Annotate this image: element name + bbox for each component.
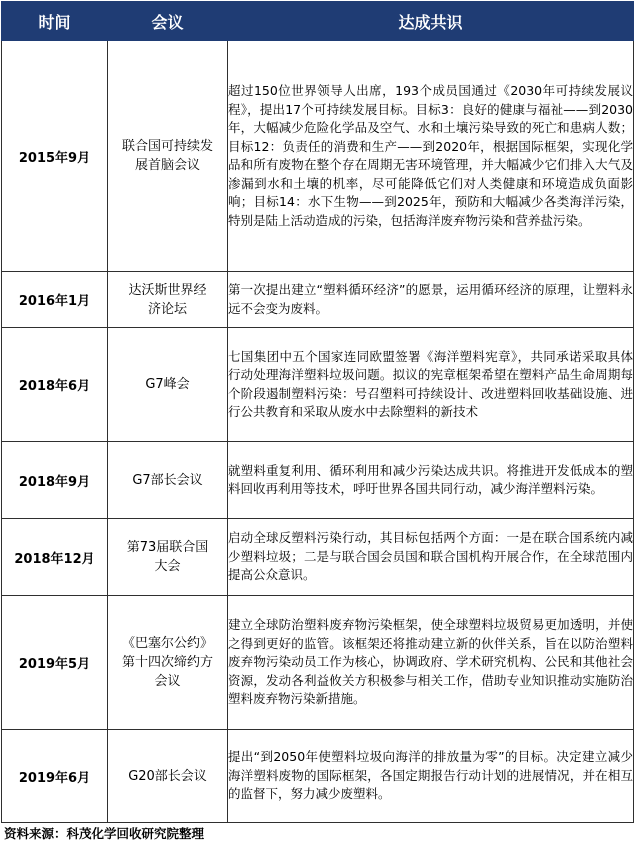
- row-meeting-text: G7峰会: [145, 377, 190, 392]
- row-content: 超过150位世界领导人出席，193个成员国通过《2030年可持续发展议程》，提出17个可持续发展目标。目标3：良好的健康与福祉——到2030年，大幅减少危险化学品及空气、水和土壤污染导致的死亡和患病人数；目标12：负责任的消费和生产——到2020年，根据国际框架，实现化学品和所有废物在整个存在周期无害环境管理，并大幅减少它们排入大气及渗漏到水和土壤的机率，尽可能降低它们对人类健康和环境造成负面影响；目标14：水下生物——到2025年，预防和大幅减少各类海洋污染，特别是陆上活动造成的污染，包括海洋废弃物污染和营养盐污染。: [228, 41, 634, 272]
- header-time: 时间: [2, 2, 108, 41]
- header-consensus: 达成共识: [228, 2, 634, 41]
- consensus-table: [1, 1, 634, 823]
- row-time: 2018年12月: [2, 519, 108, 596]
- row-meeting: [108, 442, 228, 519]
- table-row: [2, 730, 634, 823]
- row-content: 提出“到2050年使塑料垃圾向海洋的排放量为零”的目标。决定建立减少海洋塑料废物的国际框架，各国定期报告行动计划的进展情况，并在相互的监督下，努力减少废塑料。: [228, 730, 634, 823]
- row-content: 启动全球反塑料污染行动，其目标包括两个方面：一是在联合国系统内减少塑料垃圾；二是与联合国会员国和联合国机构开展合作，在全球范围内提高公众意识。: [228, 519, 634, 596]
- source-note: 资料来源：科茂化学回收研究院整理: [4, 826, 205, 841]
- row-meeting-text: 达沃斯世界经济论坛: [128, 282, 207, 317]
- table-header-row: [2, 2, 634, 41]
- header-meeting: 会议: [108, 2, 228, 41]
- table-row: [2, 442, 634, 519]
- row-time: 2018年6月: [2, 328, 108, 442]
- row-meeting: [108, 596, 228, 730]
- row-time: 2019年6月: [2, 730, 108, 823]
- table-row: [2, 272, 634, 328]
- row-meeting-text: G20部长会议: [128, 768, 207, 784]
- table-row: [2, 328, 634, 442]
- row-meeting-text: 《巴塞尔公约》第十四次缔约方会议: [121, 636, 213, 689]
- row-time: 2018年9月: [2, 442, 108, 519]
- row-meeting-text: 联合国可持续发展首脑会议: [121, 139, 213, 173]
- row-content: 就塑料重复利用、循环利用和减少污染达成共识。将推进开发低成本的塑料回收再利用等技术，呼吁世界各国共同行动，减少海洋塑料污染。: [228, 442, 634, 519]
- row-meeting-text: G7部长会议: [132, 472, 203, 488]
- table-row: [2, 41, 634, 272]
- row-meeting-text: 第73届联合国大会: [126, 540, 209, 574]
- row-meeting: [108, 328, 228, 442]
- row-content: 建立全球防治塑料废弃物污染框架，使全球塑料垃圾贸易更加透明，并使之得到更好的监管。该框架还将推动建立新的伙伴关系，旨在以防治塑料废弃物污染动员工作为核心，协调政府、学术研究机构、公民和其他社会资源，发动各利益攸关方积极参与相关工作，借助专业知识推动实施防治塑料废弃物污染新措施。: [228, 596, 634, 730]
- row-meeting: [108, 519, 228, 596]
- table-row: [2, 519, 634, 596]
- row-content: 第一次提出建立“塑料循环经济”的愿景，运用循环经济的原理，让塑料永远不会变为废料。: [228, 272, 634, 328]
- table-row: [2, 596, 634, 730]
- row-meeting: [108, 730, 228, 823]
- row-time: 2016年1月: [2, 272, 108, 328]
- row-time: 2015年9月: [2, 41, 108, 272]
- row-time: 2019年5月: [2, 596, 108, 730]
- row-meeting: [108, 41, 228, 272]
- row-content: 七国集团中五个国家连同欧盟签署《海洋塑料宪章》，共同承诺采取具体行动处理海洋塑料垃圾问题。拟议的宪章框架希望在塑料产品生命周期每个阶段遏制塑料污染：号召塑料可持续设计、改进塑料回收基础设施、进行公共教育和采取从废水中去除塑料的新技术: [228, 328, 634, 442]
- row-meeting: [108, 272, 228, 328]
